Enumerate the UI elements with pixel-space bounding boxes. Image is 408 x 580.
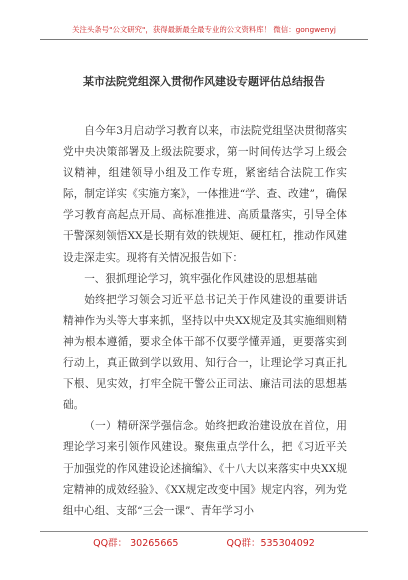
header-banner: 关注头条号"公文研究"，获得最新最全最专业的公文资料库！ 微信：gongwenyj [72,25,336,34]
footer-gap [178,535,226,549]
footer-divider [40,531,368,532]
section-heading-1: 一、狠抓理论学习，筑牢强化作风建设的思想基础 [84,272,318,285]
subsection-paragraph-1: （一）精研深学强信念。始终把政治建设放在首位，用理论学习来引领作风建设。聚焦重点学什么，把《习近平关于加强党的作风建设论述摘编》、《十八大以来落实中央XX规定精神的成效经验》、《XX规定改变中国》规定内容，列为党组中心组、支部“三会一课”、青年学习小 [63,420,347,517]
footer-qq-group-2: QQ群：535304092 [226,538,315,549]
header-divider [40,39,368,40]
footer-qq-group-1: QQ群： 30265665 [93,538,179,549]
document-body [63,121,347,522]
document-title: 某市法院党组深入贯彻作风建设专题评估总结报告 [83,75,325,88]
intro-paragraph: 自今年3月启动学习教育以来，市法院党组坚决贯彻落实党中央决策部署及上级法院要求，第一时间传达学习上级会议精神，组建领导小组及工作专班，紧密结合法院工作实际，制定详实《实施方案》，一体推进“学、查、改建”，确保学习教育高起点开局、高标准推进、高质量落实，引导全体干警深刻领悟XX是长期有效的铁规矩、硬杠杠，推动作风建设走深走实。现将有关情况报告如下： [63,125,347,264]
footer [0,535,408,549]
section-paragraph-1: 始终把学习领会习近平总书记关于作风建设的重要讲话精神作为头等大事来抓，坚持以中央XX规定及其实施细则精神为根本遵循，要求全体干部不仅要学懂弄通，更要落实到行动上，真正做到学以致用、知行合一，让理论学习真正扎下根、见实效，打牢全院干警公正司法、廉洁司法的思想基础。 [63,293,347,412]
